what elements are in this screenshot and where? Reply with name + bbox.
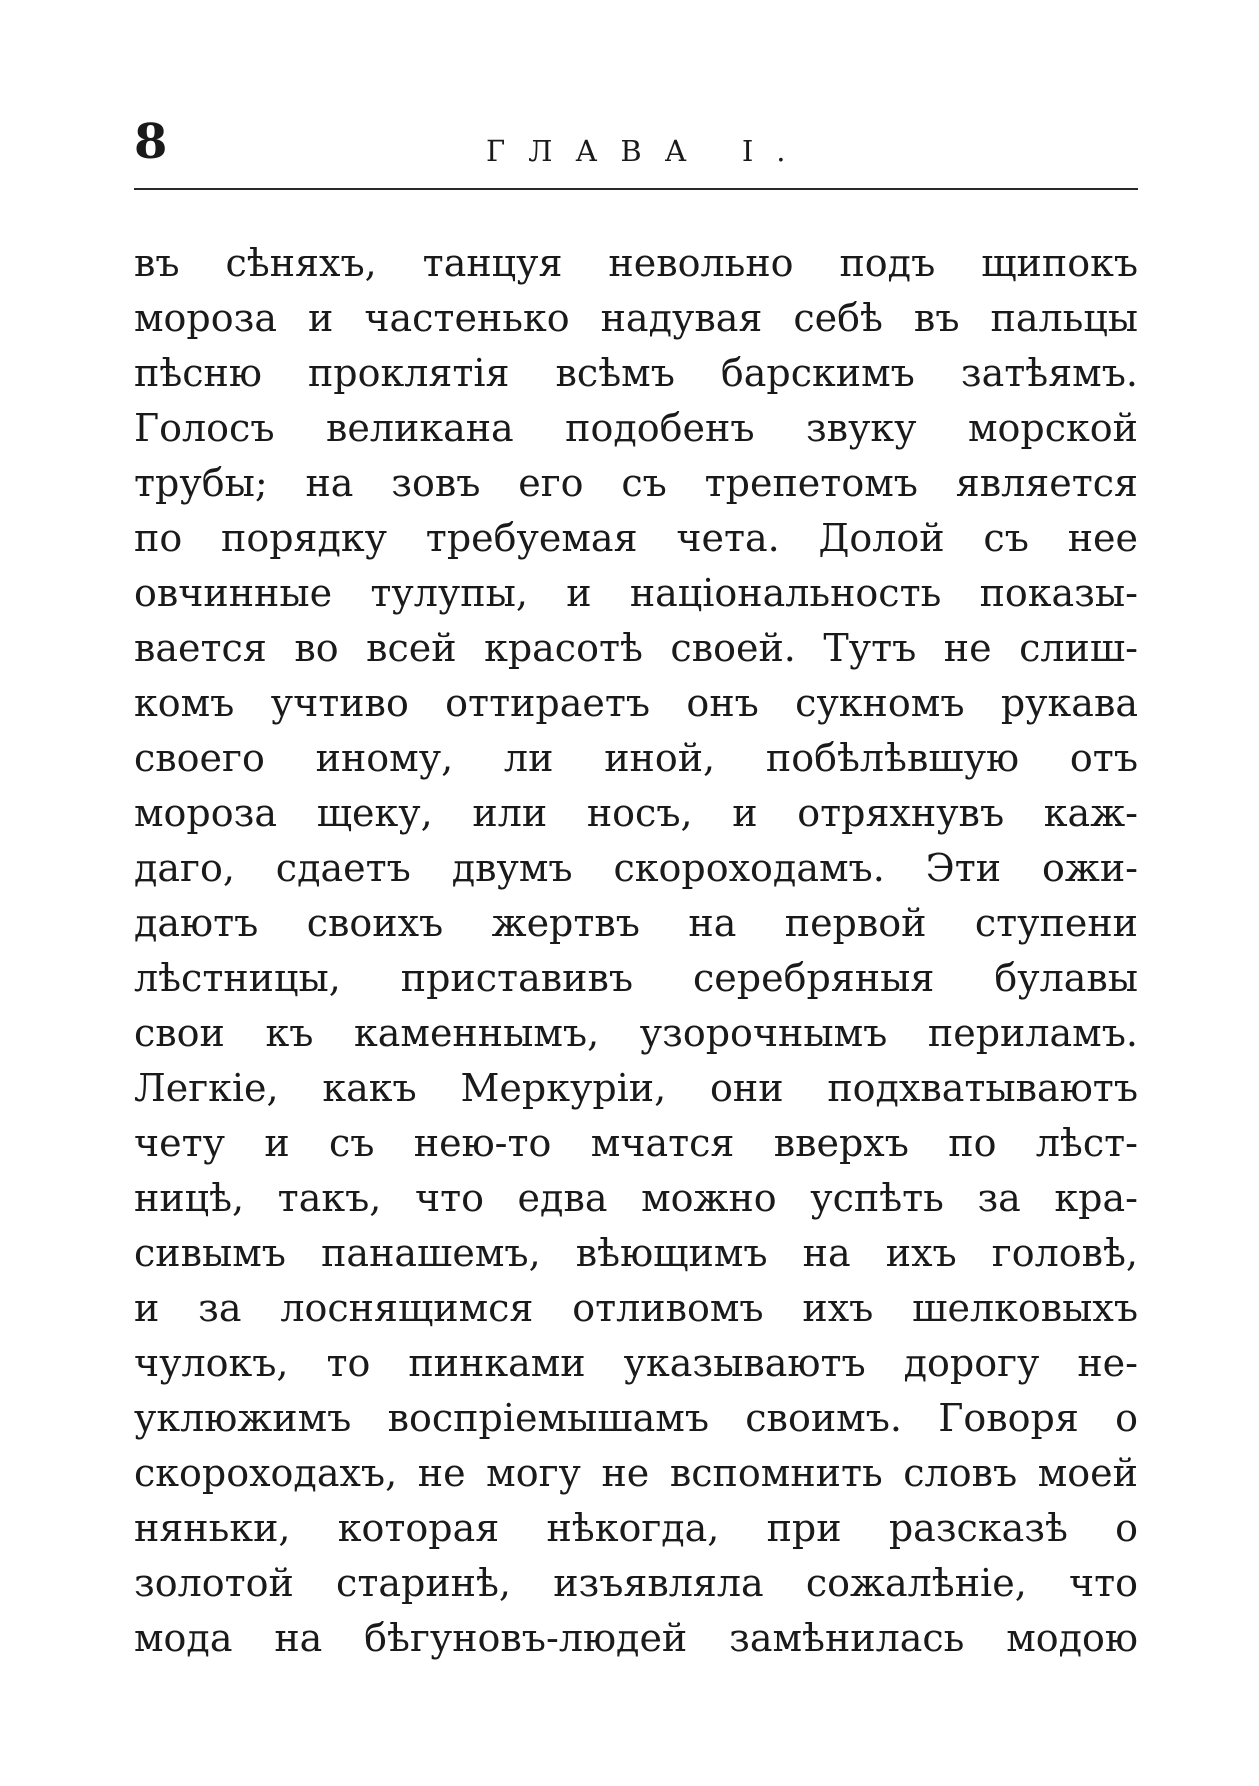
text-line: вается во всей красотѣ своей. Тутъ не слиш-	[134, 626, 1138, 670]
text-line: мода на бѣгуновъ-людей замѣнилась модою	[134, 1616, 1138, 1660]
text-line: мороза щеку, или носъ, и отряхнувъ каж-	[134, 791, 1138, 835]
text-line: уклюжимъ воспріемышамъ своимъ. Говоря о	[134, 1396, 1138, 1440]
text-line: въ сѣняхъ, танцуя невольно подъ щипокъ	[134, 241, 1138, 285]
text-line: Голосъ великана подобенъ звуку морской	[134, 406, 1138, 450]
text-line: сивымъ панашемъ, вѣющимъ на ихъ головѣ,	[134, 1231, 1138, 1275]
text-line: пѣсню проклятія всѣмъ барскимъ затѣямъ.	[134, 351, 1138, 395]
text-line: ницѣ, такъ, что едва можно успѣть за кра-	[134, 1176, 1138, 1220]
page-number: 8	[134, 114, 168, 170]
text-line: по порядку требуемая чета. Долой съ нее	[134, 516, 1138, 560]
text-line: и за лоснящимся отливомъ ихъ шелковыхъ	[134, 1286, 1138, 1330]
text-line: овчинные тулупы, и національность показы-	[134, 571, 1138, 615]
text-line: даютъ своихъ жертвъ на первой ступени	[134, 901, 1138, 945]
text-line: чету и съ нею-то мчатся вверхъ по лѣст-	[134, 1121, 1138, 1165]
text-line: мороза и частенько надувая себѣ въ пальцы	[134, 296, 1138, 340]
text-line: свои къ каменнымъ, узорочнымъ периламъ.	[134, 1011, 1138, 1055]
text-line: своего иному, ли иной, побѣлѣвшую отъ	[134, 736, 1138, 780]
running-head: ГЛАВА I.	[486, 134, 809, 168]
text-line: даго, сдаетъ двумъ скороходамъ. Эти ожи-	[134, 846, 1138, 890]
text-line: золотой старинѣ, изъявляла сожалѣніе, что	[134, 1561, 1138, 1605]
header-rule	[134, 188, 1138, 190]
text-line: комъ учтиво оттираетъ онъ сукномъ рукава	[134, 681, 1138, 725]
text-line: трубы; на зовъ его съ трепетомъ является	[134, 461, 1138, 505]
body-text	[134, 236, 1138, 1666]
text-line: чулокъ, то пинками указываютъ дорогу не-	[134, 1341, 1138, 1385]
text-line: Легкіе, какъ Меркуріи, они подхватываютъ	[134, 1066, 1138, 1110]
text-line: няньки, которая нѣкогда, при разсказѣ о	[134, 1506, 1138, 1550]
text-line: лѣстницы, приставивъ серебряныя булавы	[134, 956, 1138, 1000]
text-line: скороходахъ, не могу не вспомнить словъ моей	[134, 1451, 1138, 1495]
